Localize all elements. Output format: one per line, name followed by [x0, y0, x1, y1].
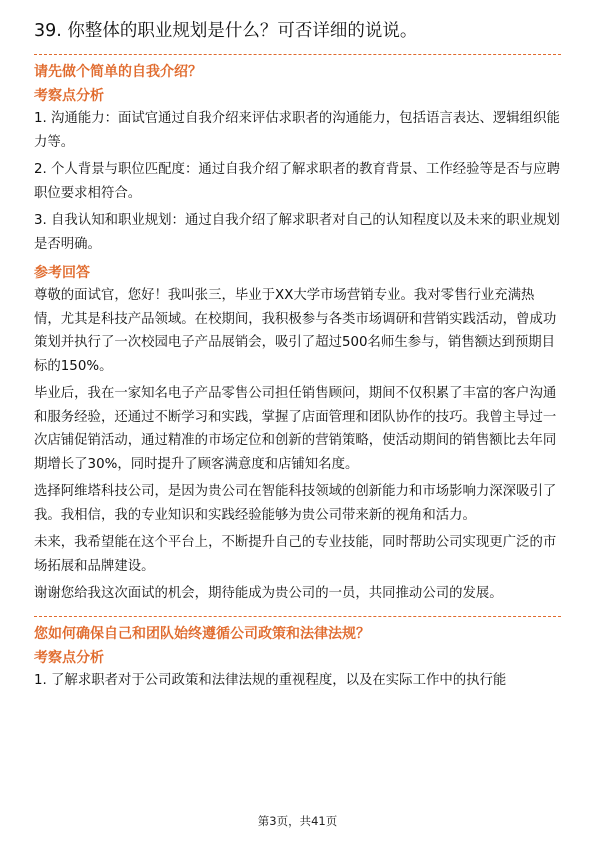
answer-label: 参考回答	[34, 265, 90, 281]
answer-paragraph: 谢谢您给我这次面试的机会，期待能成为贵公司的一员，共同推动公司的发展。	[34, 586, 503, 601]
analysis-point: 3. 自我认知和职业规划：通过自我介绍了解求职者对自己的认知程度以及未来的职业规划是否明确。	[34, 213, 560, 252]
analysis-label: 考察点分析	[34, 88, 104, 104]
analysis-point: 1. 沟通能力：面试官通过自我介绍来评估求职者的沟通能力，包括语言表达、逻辑组织能力等。	[34, 111, 560, 150]
section-divider	[34, 54, 561, 55]
answer-paragraph: 尊敬的面试官，您好！我叫张三，毕业于XX大学市场营销专业。我对零售行业充满热情，尤其是科技产品领域。在校期间，我积极参与各类市场调研和营销实践活动，曾成功策划并执行了一次校园电子产品展销会，吸引了超过500名师生参与，销售额达到预期目标的150%。	[34, 288, 557, 374]
page-footer: 第3页，共41页	[257, 814, 338, 828]
document-page	[34, 18, 561, 692]
answer-paragraph: 毕业后，我在一家知名电子产品零售公司担任销售顾问，期间不仅积累了丰富的客户沟通和服务经验，还通过不断学习和实践，掌握了店面管理和团队协作的技巧。我曾主导过一次店铺促销活动，通过精准的市场定位和创新的营销策略，使活动期间的销售额比去年同期增长了30%，同时提升了顾客满意度和店铺知名度。	[34, 386, 557, 472]
analysis-point: 2. 个人背景与职位匹配度：通过自我介绍了解求职者的教育背景、工作经验等是否与应聘职位要求相符合。	[34, 162, 560, 201]
analysis-point: 1. 了解求职者对于公司政策和法律法规的重视程度，以及在实际工作中的执行能	[34, 672, 507, 688]
qa-section-1	[34, 61, 561, 606]
subquestion-title: 请先做个简单的自我介绍？	[34, 64, 202, 80]
answer-paragraph: 选择阿维塔科技公司，是因为贵公司在智能科技领域的创新能力和市场影响力深深吸引了我。我相信，我的专业知识和实践经验能够为贵公司带来新的视角和活力。	[34, 484, 557, 523]
answer-paragraph: 未来，我希望能在这个平台上，不断提升自己的专业技能，同时帮助公司实现更广泛的市场拓展和品牌建设。	[34, 535, 557, 574]
subquestion-title: 您如何确保自己和团队始终遵循公司政策和法律法规？	[34, 625, 370, 642]
main-question-title: 39. 你整体的职业规划是什么？可否详细的说说。	[34, 21, 418, 41]
qa-section-2	[34, 623, 561, 693]
answer-body	[34, 284, 561, 606]
analysis-label: 考察点分析	[34, 649, 104, 666]
section-divider	[34, 616, 561, 617]
